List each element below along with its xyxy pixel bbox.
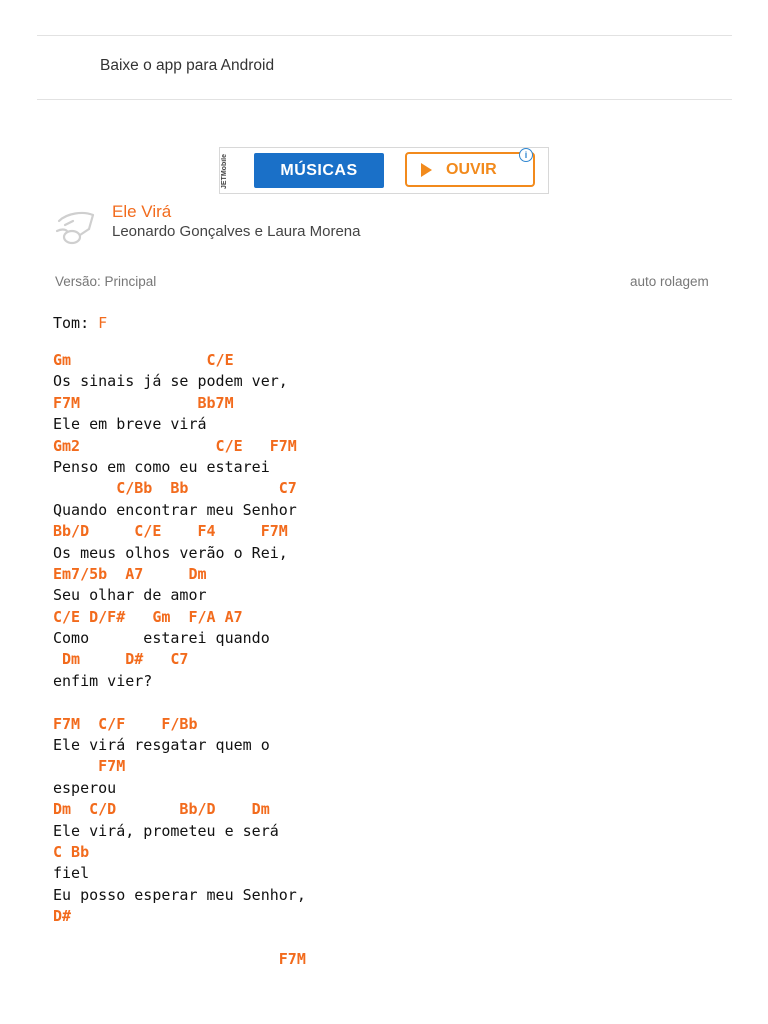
chord-line[interactable]: Gm2 C/E F7M: [53, 436, 297, 455]
autoscroll-toggle[interactable]: auto rolagem: [630, 274, 709, 289]
lyric-line: Ele virá, prometeu e será: [53, 821, 279, 840]
ad-ouvir-label: OUVIR: [446, 160, 497, 178]
ad-musicas-button[interactable]: MÚSICAS: [254, 153, 384, 188]
lyric-line: Eu posso esperar meu Senhor,: [53, 885, 306, 904]
song-title[interactable]: Ele Virá: [112, 202, 172, 221]
lyric-line: fiel: [53, 864, 90, 883]
top-divider: [37, 35, 732, 36]
chord-line[interactable]: C/E D/F# Gm F/A A7: [53, 607, 243, 626]
lyric-line: Ele virá resgatar quem o: [53, 736, 270, 755]
chord-line[interactable]: Dm C/D Bb/D Dm: [53, 800, 270, 819]
chord-line[interactable]: F7M: [53, 949, 306, 968]
ad-brand-logo: JETMobile: [221, 153, 228, 189]
ad-ouvir-button[interactable]: [405, 152, 535, 187]
chord-line[interactable]: Dm D# C7: [53, 650, 189, 669]
chord-line[interactable]: Bb/D C/E F4 F7M: [53, 522, 288, 541]
chord-sheet: [53, 350, 306, 970]
ad-banner[interactable]: [219, 147, 549, 194]
play-icon: [421, 163, 432, 177]
version-selector[interactable]: Versão: Principal: [55, 274, 157, 289]
chord-line[interactable]: C/Bb Bb C7: [53, 479, 297, 498]
chord-line[interactable]: Gm C/E: [53, 351, 234, 369]
chord-line[interactable]: F7M: [53, 757, 126, 776]
lyric-line: Os sinais já se podem ver,: [53, 372, 288, 391]
android-app-link[interactable]: Baixe o app para Android: [100, 57, 275, 74]
blank-line: [53, 692, 306, 713]
lyric-line: enfim vier?: [53, 671, 153, 690]
tom-key[interactable]: F: [98, 314, 108, 332]
lyric-line: esperou: [53, 778, 117, 797]
lyric-line: Quando encontrar meu Senhor: [53, 500, 297, 519]
lyric-line: Os meus olhos verão o Rei,: [53, 543, 288, 562]
chord-line[interactable]: C Bb: [53, 842, 90, 861]
tom-label: Tom:: [53, 314, 99, 332]
song-artist[interactable]: Leonardo Gonçalves e Laura Morena: [112, 223, 361, 240]
lyric-line: Penso em como eu estarei: [53, 457, 270, 476]
chord-line[interactable]: D#: [53, 907, 72, 926]
lyric-line: Como estarei quando: [53, 629, 270, 648]
chord-line[interactable]: F7M Bb7M: [53, 393, 234, 412]
bottom-divider: [37, 99, 732, 100]
chord-line[interactable]: Em7/5b A7 Dm: [53, 564, 207, 583]
lyric-line: Ele em breve virá: [53, 415, 207, 434]
lyric-line: Seu olhar de amor: [53, 586, 207, 605]
blank-line: [53, 928, 306, 949]
tom-line: [53, 314, 107, 332]
ad-info-icon[interactable]: i: [519, 148, 533, 162]
music-note-icon: [53, 205, 101, 250]
chord-line[interactable]: F7M C/F F/Bb: [53, 714, 198, 733]
